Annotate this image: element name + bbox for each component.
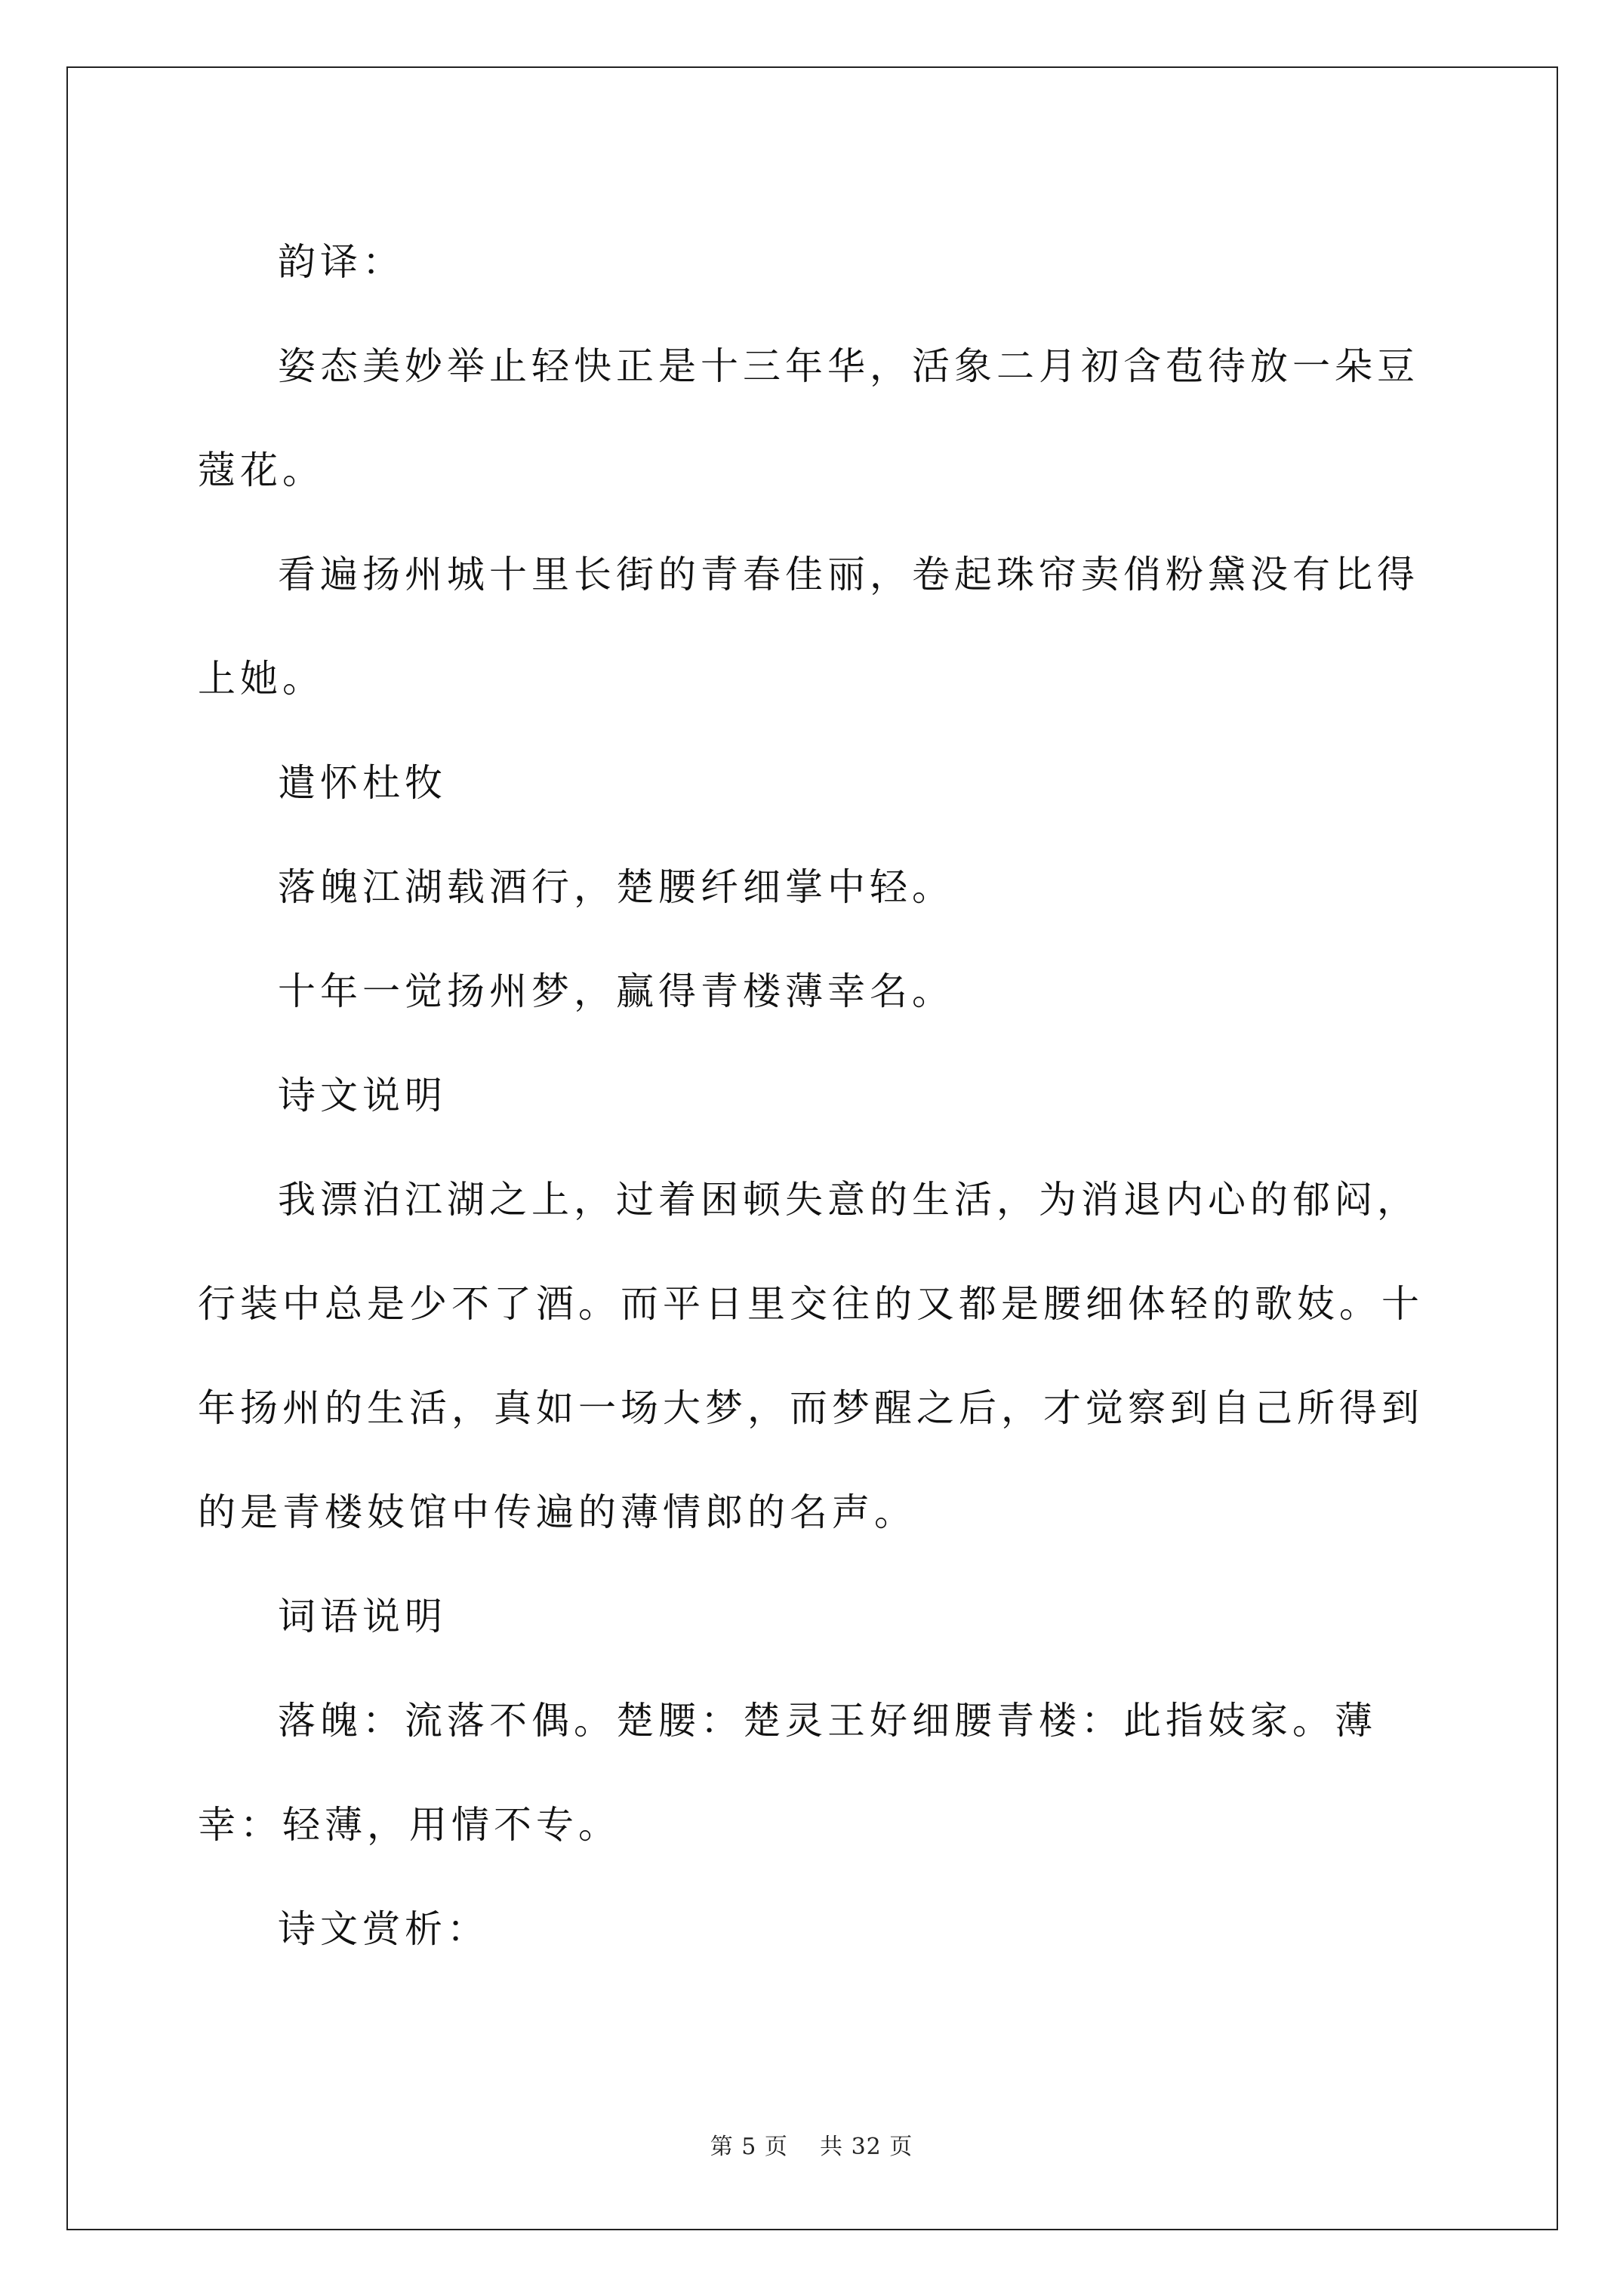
paragraph-heading-translation: 韵译： bbox=[278, 240, 405, 284]
paragraph-translation-line-1: 姿态美妙举止轻快正是十三年华，活象二月初含苞待放一朵豆蔻花。 bbox=[198, 344, 1419, 492]
paragraph-word-explanation: 落魄：流落不偶。楚腰：楚灵王好细腰青楼：此指妓家。薄幸：轻薄，用情不专。 bbox=[198, 1699, 1377, 1847]
poem-line-2: 十年一觉扬州梦，赢得青楼薄幸名。 bbox=[278, 969, 954, 1013]
heading-poem-appreciation: 诗文赏析： bbox=[278, 1907, 489, 1951]
paragraph-translation-line-2: 看遍扬州城十里长街的青春佳丽，卷起珠帘卖俏粉黛没有比得上她。 bbox=[198, 553, 1419, 701]
paragraph-poem-explanation: 我漂泊江湖之上，过着困顿失意的生活，为消退内心的郁闷，行装中总是少不了酒。而平日里交往的又都是腰细体轻的歌妓。十年扬州的生活，真如一场大梦，而梦醒之后，才觉察到自己所得到的是青楼妓馆中传遍的薄情郎的名声。 bbox=[198, 1178, 1424, 1534]
poem-line-1: 落魄江湖载酒行，楚腰纤细掌中轻。 bbox=[278, 865, 954, 909]
current-page-number: 第 5 页 bbox=[710, 2134, 788, 2160]
poem-title: 遣怀杜牧 bbox=[278, 761, 447, 805]
total-page-count: 共 32 页 bbox=[820, 2134, 913, 2160]
page-footer bbox=[0, 2128, 1623, 2161]
document-body bbox=[198, 210, 1451, 1981]
heading-poem-explanation: 诗文说明 bbox=[278, 1074, 447, 1117]
heading-word-explanation: 词语说明 bbox=[278, 1595, 447, 1638]
